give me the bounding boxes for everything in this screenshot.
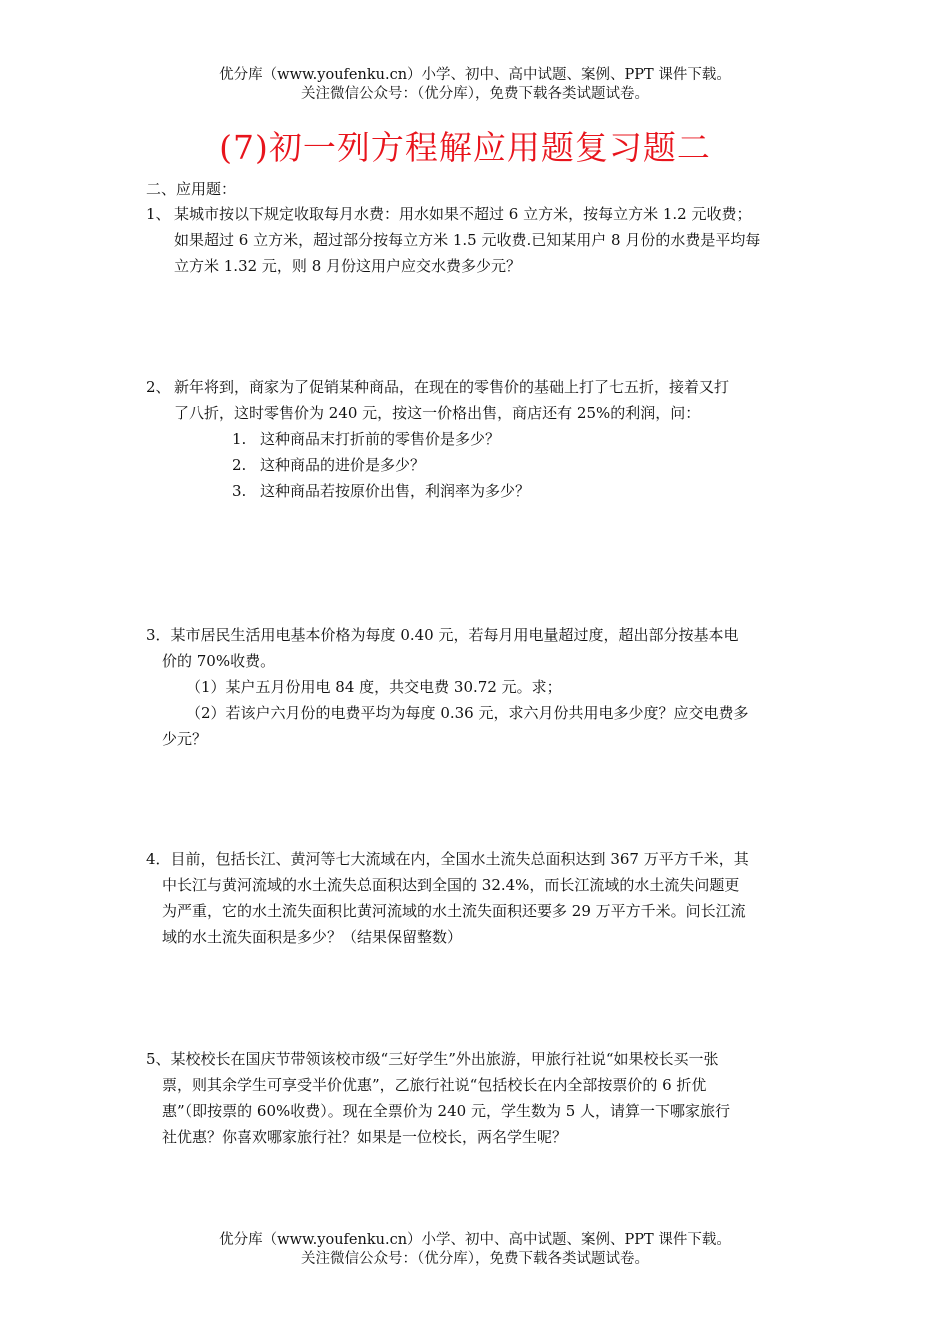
page-footer xyxy=(0,1231,950,1269)
question-1-line-3: 立方米 1.32 元，则 8 月份这用户应交水费多少元？ xyxy=(174,257,522,275)
header-line-2: 关注微信公众号：（优分库），免费下载各类试题试卷。 xyxy=(301,86,649,102)
question-2-sub-2: 这种商品的进价是多少？ xyxy=(260,456,426,474)
question-1-line-1: 某城市按以下规定收取每月水费：用水如果不超过 6 立方米，按每立方米 1.2 元收费； xyxy=(174,205,752,223)
question-4-line-1: 4．目前，包括长江、黄河等七大流域在内，全国水土流失总面积达到 367 万平方千米，其 xyxy=(146,850,749,868)
question-2-sub-1-number: 1. xyxy=(232,430,247,448)
question-2-sub-3: 这种商品若按原价出售，利润率为多少？ xyxy=(260,482,531,500)
footer-line-1: 优分库（www.youfenku.cn）小学、初中、高中试题、案例、PPT 课件下载。 xyxy=(219,1232,731,1248)
question-2-sub-2-number: 2. xyxy=(232,456,247,474)
header-line-1: 优分库（www.youfenku.cn）小学、初中、高中试题、案例、PPT 课件下载。 xyxy=(219,67,731,83)
page-header xyxy=(0,66,950,104)
question-2-line-2: 了八折，这时零售价为 240 元，按这一价格出售，商店还有 25%的利润，问： xyxy=(174,404,701,422)
question-5-line-4: 社优惠？你喜欢哪家旅行社？如果是一位校长，两名学生呢？ xyxy=(162,1128,568,1146)
question-4-line-3: 为严重，它的水土流失面积比黄河流域的水土流失面积还要多 29 万平方千米。问长江流 xyxy=(162,902,746,920)
question-5-line-2: 票，则其余学生可享受半价优惠”，乙旅行社说“包括校长在内全部按票价的 6 折优 xyxy=(162,1076,707,1094)
question-2-sub-1: 这种商品末打折前的零售价是多少？ xyxy=(260,430,501,448)
question-3-line-2: 价的 70%收费。 xyxy=(162,652,276,670)
question-3-line-4: （2）若该户六月份的电费平均为每度 0.36 元，求六月份共用电多少度？应交电费多 xyxy=(186,704,749,722)
footer-line-2: 关注微信公众号：（优分库），免费下载各类试题试卷。 xyxy=(301,1251,649,1267)
question-4-line-4: 域的水土流失面积是多少？（结果保留整数） xyxy=(162,928,463,946)
question-1-line-2: 如果超过 6 立方米，超过部分按每立方米 1.5 元收费.已知某用户 8 月份的水费是平均每 xyxy=(174,231,761,249)
question-3-line-1: 3．某市居民生活用电基本价格为每度 0.40 元，若每月用电量超过度，超出部分按基本电 xyxy=(146,626,739,644)
question-2-sub-3-number: 3. xyxy=(232,482,247,500)
question-3-line-5: 少元？ xyxy=(162,730,208,748)
question-2-line-1: 新年将到，商家为了促销某种商品，在现在的零售价的基础上打了七五折，接着又打 xyxy=(174,378,730,396)
question-4-line-2: 中长江与黄河流域的水土流失总面积达到全国的 32.4%，而长江流域的水土流失问题更 xyxy=(162,876,740,894)
section-heading: 二、应用题： xyxy=(146,180,237,198)
question-3-line-3: （1）某户五月份用电 84 度，共交电费 30.72 元。求； xyxy=(186,678,562,696)
question-1-number: 1、 xyxy=(146,205,171,223)
document-title: (7)初一列方程解应用题复习题二 xyxy=(219,128,711,167)
question-2-number: 2、 xyxy=(146,378,171,396)
question-5-line-3: 惠”（即按票的 60%收费）。现在全票价为 240 元，学生数为 5 人，请算一下哪家旅行 xyxy=(162,1102,731,1120)
question-5-line-1: 5、某校校长在国庆节带领该校市级“三好学生”外出旅游，甲旅行社说“如果校长买一张 xyxy=(146,1050,719,1068)
